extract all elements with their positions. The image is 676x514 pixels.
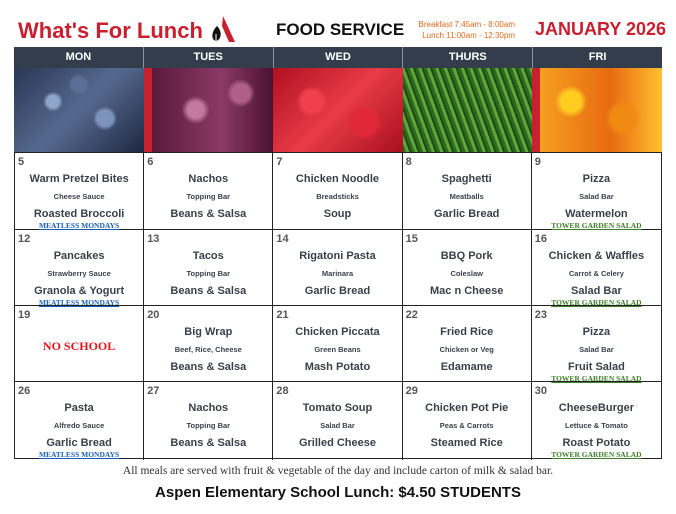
day-cell	[403, 382, 532, 460]
side-dish: Roasted Broccoli	[33, 208, 125, 220]
day-cell	[532, 306, 661, 382]
sub-item: Marinara	[321, 269, 354, 278]
side-dish: Salad Bar	[571, 285, 622, 297]
day-cell	[403, 153, 532, 230]
day-cell	[15, 306, 144, 382]
main-dish: Tacos	[192, 250, 224, 262]
tower-garden-tag: TOWER GARDEN SALAD	[551, 298, 642, 307]
sub-item: Green Beans	[314, 345, 361, 354]
peppers-image	[532, 68, 662, 152]
sub-item: Coleslaw	[450, 269, 483, 278]
tower-garden-tag: TOWER GARDEN SALAD	[551, 374, 642, 383]
day-number: 16	[534, 233, 548, 245]
main-dish: Chicken Piccata	[295, 326, 380, 338]
side-dish: Fruit Salad	[567, 361, 625, 373]
side-dish: Mac n Cheese	[430, 285, 504, 297]
weekday-tues: TUES	[144, 47, 274, 68]
day-number: 5	[18, 156, 25, 168]
no-school-label: NO SCHOOL	[42, 339, 116, 353]
day-cell	[15, 153, 144, 230]
side-dish: Watermelon	[565, 208, 628, 220]
day-number: 13	[147, 233, 160, 245]
lunch-hours: Lunch 11:00am - 12:30pm	[422, 31, 515, 40]
main-dish: Spaghetti	[441, 173, 492, 185]
sub-item: Breadsticks	[316, 192, 359, 201]
footer-note: All meals are served with fruit & vegetable of the day and include carton of milk & salad bar.	[122, 465, 554, 477]
day-number: 14	[276, 233, 289, 245]
main-dish: Chicken Pot Pie	[425, 402, 509, 414]
day-number: 7	[276, 156, 283, 168]
day-cell	[15, 382, 144, 460]
department-title: FOOD SERVICE	[276, 20, 405, 39]
side-dish: Beans & Salsa	[170, 285, 247, 297]
day-number: 21	[276, 309, 289, 321]
day-number: 26	[18, 385, 31, 397]
breakfast-hours: Breakfast 7:45am - 8:00am	[418, 20, 515, 29]
main-dish: Chicken Noodle	[295, 173, 380, 185]
side-dish: Mash Potato	[304, 361, 371, 373]
calendar-grid	[14, 152, 662, 459]
day-number: 29	[405, 385, 418, 397]
main-dish: Nachos	[188, 173, 229, 185]
side-dish: Garlic Bread	[433, 208, 500, 220]
main-dish: CheeseBurger	[558, 402, 634, 414]
weekday-wed: WED	[274, 47, 404, 68]
day-number: 12	[18, 233, 31, 245]
tower-garden-tag: TOWER GARDEN SALAD	[551, 450, 642, 459]
sub-item: Salad Bar	[579, 192, 614, 201]
main-dish: Big Wrap	[184, 326, 233, 338]
day-number: 8	[405, 156, 412, 168]
main-dish: BBQ Pork	[440, 250, 493, 262]
sub-item: Meatballs	[449, 192, 484, 201]
page-title: What's For Lunch	[18, 18, 203, 43]
sub-item: Topping Bar	[186, 192, 231, 201]
meatless-mondays-tag: MEATLESS MONDAYS	[38, 298, 120, 307]
main-dish: Tomato Soup	[302, 402, 373, 414]
sub-item: Alfredo Sauce	[53, 421, 105, 430]
food-photos	[14, 68, 662, 152]
day-cell	[15, 230, 144, 306]
side-dish: Granola & Yogurt	[34, 285, 125, 297]
day-cell	[403, 230, 532, 306]
sub-item: Strawberry Sauce	[47, 269, 111, 278]
side-dish: Beans & Salsa	[170, 208, 247, 220]
sub-item: Salad Bar	[320, 421, 355, 430]
sub-item: Topping Bar	[186, 269, 231, 278]
main-dish: Pizza	[582, 173, 611, 185]
day-cell	[144, 382, 273, 460]
sub-item: Chicken or Veg	[439, 345, 494, 354]
main-dish: Rigatoni Pasta	[299, 250, 376, 262]
sub-item: Lettuce & Tomato	[565, 421, 628, 430]
meal-hours	[410, 19, 515, 41]
side-dish: Beans & Salsa	[170, 437, 247, 449]
day-number: 19	[18, 309, 31, 321]
side-dish: Beans & Salsa	[170, 361, 247, 373]
weekday-mon: MON	[14, 47, 144, 68]
weekday-thurs: THURS	[403, 47, 533, 68]
weekday-fri: FRI	[588, 51, 607, 63]
blueberries-image	[14, 68, 144, 152]
day-number: 6	[147, 156, 154, 168]
sub-item: Carrot & Celery	[568, 269, 624, 278]
meatless-mondays-tag: MEATLESS MONDAYS	[38, 221, 120, 230]
sub-item: Cheese Sauce	[53, 192, 105, 201]
tower-garden-tag: TOWER GARDEN SALAD	[551, 221, 642, 230]
main-dish: Chicken & Waffles	[548, 250, 645, 262]
day-number: 23	[534, 309, 548, 321]
day-cell	[532, 230, 661, 306]
meatless-mondays-tag: MEATLESS MONDAYS	[38, 450, 120, 459]
main-dish: Fried Rice	[440, 326, 494, 338]
lunch-price: Aspen Elementary School Lunch: $4.50 STUDENTS	[155, 484, 521, 501]
main-dish: Nachos	[188, 402, 229, 414]
side-dish: Roast Potato	[562, 437, 631, 449]
main-dish: Pancakes	[53, 250, 105, 262]
side-dish: Garlic Bread	[304, 285, 371, 297]
sub-item: Topping Bar	[186, 421, 231, 430]
day-number: 22	[405, 309, 418, 321]
day-number: 28	[276, 385, 289, 397]
grapes-image	[144, 68, 274, 152]
side-dish: Grilled Cheese	[298, 437, 377, 449]
month-title: JANUARY 2026	[535, 19, 667, 39]
side-dish: Garlic Bread	[46, 437, 112, 449]
day-cell	[532, 382, 661, 460]
day-cell	[144, 230, 273, 306]
day-cell	[273, 153, 402, 230]
weekday-header	[14, 47, 662, 68]
day-cell	[403, 306, 532, 382]
main-dish: Pasta	[64, 402, 94, 414]
sub-item: Beef, Rice, Cheese	[174, 345, 242, 354]
day-cell	[144, 153, 273, 230]
day-number: 15	[405, 233, 418, 245]
day-cell	[273, 230, 402, 306]
day-number: 30	[534, 385, 548, 397]
green-beans-image	[403, 68, 533, 152]
sub-item: Peas & Carrots	[439, 421, 494, 430]
side-dish: Edamame	[440, 361, 493, 373]
main-dish: Warm Pretzel Bites	[29, 173, 129, 185]
day-number: 20	[147, 309, 160, 321]
day-number: 27	[147, 385, 160, 397]
day-cell	[144, 306, 273, 382]
strawberries-image	[273, 68, 403, 152]
day-cell	[532, 153, 661, 230]
main-dish: Pizza	[582, 326, 611, 338]
side-dish: Soup	[323, 208, 352, 220]
school-logo-icon	[205, 14, 237, 44]
side-dish: Steamed Rice	[430, 437, 503, 449]
day-number: 9	[534, 156, 541, 168]
sub-item: Salad Bar	[579, 345, 614, 354]
day-cell	[273, 382, 402, 460]
day-cell	[273, 306, 402, 382]
